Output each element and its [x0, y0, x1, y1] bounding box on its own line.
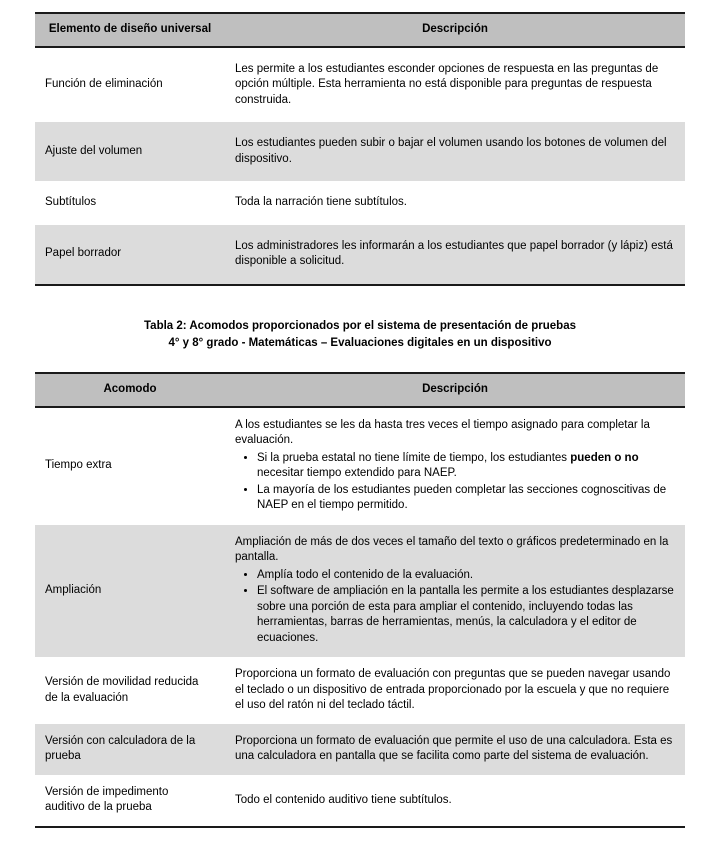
table2-title — [35, 318, 685, 353]
row-label: Tiempo extra — [45, 459, 112, 472]
bullet-list — [235, 451, 675, 514]
row-label: Versión con calculadora de la prueba — [35, 724, 225, 775]
universal-design-table — [35, 12, 685, 286]
bullet-text: necesitar tiempo extendido para NAEP. — [257, 467, 457, 480]
row-description — [225, 525, 685, 658]
table-row-ampliacion — [35, 525, 685, 658]
row-description: Los administradores les informarán a los estudiantes que papel borrador (y lápiz) está disponible a solicitud. — [225, 225, 685, 285]
table-row-funcion-eliminacion — [35, 47, 685, 123]
table1-header-descripcion: Descripción — [225, 13, 685, 47]
table-row-subtitulos — [35, 181, 685, 225]
bullet-text: Si la prueba estatal no tiene límite de tiempo, los estudiantes — [257, 451, 571, 464]
bullet-item: • La mayoría de los estudiantes pueden completar las secciones cognoscitivas de NAEP en el tiempo permitido. — [257, 483, 675, 514]
bullet-item — [257, 451, 675, 482]
row-label: Subtítulos — [45, 196, 97, 209]
bullet-list — [235, 568, 675, 647]
accommodations-table — [35, 372, 685, 828]
row-label: Versión de impedimento auditivo de la prueba — [45, 785, 169, 814]
row-label: Ampliación — [35, 525, 225, 658]
table-row-tiempo-extra — [35, 407, 685, 525]
bullet-item: • El software de ampliación en la pantalla les permite a los estudiantes desplazarse sobre una porción de esta para ampliar el contenido, incluyendo todas las herramientas, barras de herramientas, menús, la calculadora y el editor de ecuaciones. — [257, 584, 675, 646]
description-intro: Ampliación de más de dos veces el tamaño del texto o gráficos predeterminado en la pantalla. — [235, 535, 669, 564]
row-description — [225, 407, 685, 525]
table-row-calculadora — [35, 724, 685, 775]
bold-text: pueden o no — [570, 451, 639, 464]
row-description: Proporciona un formato de evaluación que permite el uso de una calculadora. Esta es una calculadora en pantalla que se facilita como parte del sistema de evaluación. — [225, 724, 685, 775]
table1-header-row — [35, 13, 685, 47]
row-description: Toda la narración tiene subtítulos. — [235, 196, 407, 209]
description-intro: A los estudiantes se les da hasta tres veces el tiempo asignado para completar la evaluación. — [235, 418, 650, 447]
table2-header-descripcion: Descripción — [225, 373, 685, 407]
table-row-impedimento-auditivo — [35, 775, 685, 827]
row-description: Les permite a los estudiantes esconder opciones de respuesta en las preguntas de opción múltiple. Esta herramienta no está disponible para preguntas de respuesta construida. — [235, 62, 659, 106]
table2-title-line1: Tabla 2: Acomodos proporcionados por el sistema de presentación de pruebas — [144, 319, 576, 332]
table-row-ajuste-volumen — [35, 122, 685, 181]
table-row-papel-borrador — [35, 225, 685, 285]
row-label: Versión de movilidad reducida de la evaluación — [45, 676, 199, 704]
table2-header-acomodo: Acomodo — [35, 373, 225, 407]
row-label: Papel borrador — [35, 225, 225, 285]
row-label: Función de eliminación — [45, 78, 163, 91]
table2-title-line2: 4° y 8° grado - Matemáticas – Evaluaciones digitales en un dispositivo — [168, 336, 552, 349]
row-description: Proporciona un formato de evaluación con preguntas que se pueden navegar usando el teclado o un dispositivo de entrada proporcionado por la escuela y que no requiere el uso del ratón ni del teclado táctil. — [235, 668, 671, 712]
table-row-movilidad-reducida — [35, 657, 685, 724]
bullet-item: • Amplía todo el contenido de la evaluación. — [257, 568, 675, 584]
row-label: Ajuste del volumen — [35, 122, 225, 181]
table2-header-row — [35, 373, 685, 407]
row-description: Todo el contenido auditivo tiene subtítulos. — [235, 793, 452, 806]
table1-header-elemento: Elemento de diseño universal — [35, 13, 225, 47]
row-description: Los estudiantes pueden subir o bajar el volumen usando los botones de volumen del dispositivo. — [225, 122, 685, 181]
